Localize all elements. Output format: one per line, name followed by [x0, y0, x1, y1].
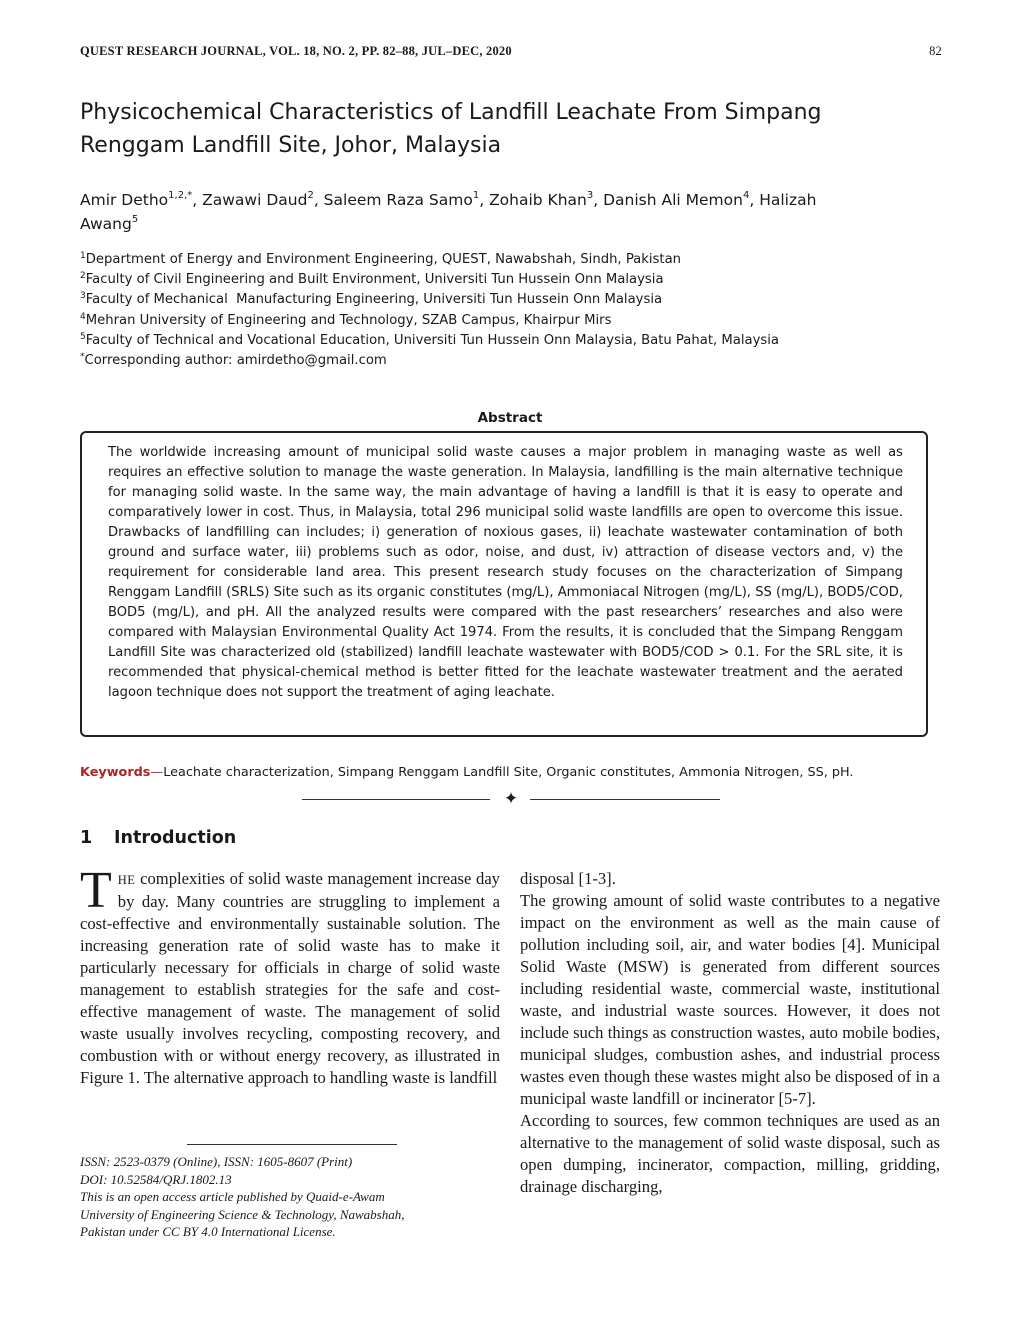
intro-paragraph: According to sources, few common techniques are used as an alternative to the management of solid waste disposal, such as open dumping, incinerator, compaction, milling, gridding, drainage discharging, [520, 1111, 940, 1196]
title-line-1: Physicochemical Characteristics of Landfill Leachate From Simpang [80, 100, 822, 125]
author-affiliation-mark: 3 [586, 190, 594, 201]
footnote-rule [187, 1144, 397, 1145]
intro-smallcaps: HE [117, 873, 136, 887]
author-name: Saleem Raza Samo [323, 191, 473, 209]
author-name: Awang [80, 215, 132, 233]
title-line-2: Renggam Landfill Site, Johor, Malaysia [80, 133, 502, 158]
affiliation-mark: 2 [80, 271, 86, 282]
author-affiliation-mark: 1,2,* [168, 190, 193, 201]
author-affiliation-mark: 5 [131, 214, 139, 225]
affiliation-text: Mehran University of Engineering and Technology, SZAB Campus, Khairpur Mirs [85, 312, 612, 328]
section-number: 1 [80, 828, 93, 848]
author-affiliation-mark: 2 [307, 190, 314, 201]
author-name: Zohaib Khan [489, 191, 587, 209]
affiliation-item [80, 331, 940, 351]
author-name: Danish Ali Memon [603, 191, 743, 209]
divider-star-icon: ✦ [503, 789, 519, 809]
author-list: Amir Detho$^{1,2,*}$, Zawawi Daud$^2$, Saleem Raza Samo$^1$, Zohaib Khan$^3$, Danish Ali Memon$^4$, Halizah Awang$^5$ [80, 190, 817, 233]
affiliation-mark: 4 [80, 311, 86, 322]
abstract-text: The worldwide increasing amount of municipal solid waste causes a major problem in managing waste as well as requires an effective solution to manage the waste generation. In Malaysia, landfilling is the main alternative technique for managing solid waste. In the same way, the main advantage of having a landfill is that it is easy to operate and comparatively lower in cost. Thus, in Malaysia, total 296 municipal solid waste landfills are open to overcome this issue. Drawbacks of landfilling can includes; i) generation of noxious gases, ii) leachate wastewater contamination of both ground and surface water, iii) problems such as odor, noise, and dust, iv) attraction of disease vectors and, v) the requirement for considerable land area. This present research study focuses on the characterization of Simpang Renggam Landfill (SRLS) Site such as its organic constitutes (mg/L), Ammoniacal Nitrogen (mg/L), SS (mg/L), BOD5/COD, BOD5 (mg/L), and pH. All the analyzed results were compared with the past researchers’ researches and also were compared with Malaysian Environmental Quality Act 1974. From the results, it is concluded that the Simpang Renggam Landfill Site was characterized old (stabilized) landfill leachate wastewater with BOD5/COD > 0.1. For the SRL site, it is recommended that physical-chemical method is better fitted for the leachate wastewater treatment and the aerated lagoon technique does not support the treatment of aging leachate. [108, 445, 903, 700]
keywords-label: Keywords [80, 765, 151, 780]
footnote-license: University of Engineering Science & Technology, Nawabshah, [80, 1206, 405, 1222]
affiliation-item [80, 270, 940, 290]
drop-cap: T [80, 862, 112, 919]
running-header [80, 44, 942, 64]
footnote-doi: DOI: 10.52584/QRJ.1802.13 [80, 1171, 232, 1187]
page-number: 82 [929, 44, 942, 58]
affiliation-text: Faculty of Technical and Vocational Education, Universiti Tun Hussein Onn Malaysia, Batu Pahat, Malaysia [85, 332, 779, 348]
author-name: Zawawi Daud [202, 191, 308, 209]
intro-paragraph: The growing amount of solid waste contributes to a negative impact on the environment as well as the main cause of pollution including soil, air, and water bodies [4]. Municipal Solid Waste (MSW) is generated from different sources including residential waste, commercial waste, institutional waste, and industrial waste sources. However, it does not include such things as construction wastes, auto mobile bodies, municipal sludges, combustion ashes, and industrial process wastes even though these wastes might also be disposed of in a municipal waste landfill or incinerator [5-7]. [520, 891, 940, 1108]
intro-text-left: complexities of solid waste management increase day by day. Many countries are struggling to implement a cost-effective and environmentally sustainable solution. The increasing generation rate of solid waste has to make it particularly necessary for officials in charge of solid waste management to establish strategies for the safe and cost-effective management of waste. The management of solid waste usually involves recycling, composting recovery, and combustion with or without energy recovery, as illustrated in Figure 1. The alternative approach to handling waste is landfill [80, 869, 500, 1087]
affiliation-text: Faculty of Civil Engineering and Built Environment, Universiti Tun Hussein Onn Malaysia [85, 272, 664, 288]
affiliation-mark: 5 [80, 331, 86, 342]
affiliation-mark: * [80, 352, 85, 363]
author-affiliation-mark: 4 [742, 190, 750, 201]
affiliation-mark: 1 [80, 251, 86, 261]
body-column-left [80, 862, 500, 1089]
author-name: Amir Detho [80, 191, 169, 209]
affiliation-item [80, 311, 940, 331]
intro-paragraph [80, 862, 500, 1089]
affiliation-list [80, 250, 940, 371]
abstract-box [80, 431, 928, 737]
corresponding-author [80, 351, 940, 371]
footnote-issn: ISSN: 2523-0379 (Online), ISSN: 1605-8607 (Print) [80, 1154, 353, 1169]
footnote-license: This is an open access article published by Quaid-e-Awam [80, 1189, 385, 1204]
divider-line-left [302, 799, 490, 800]
abstract-heading: Abstract [477, 410, 543, 426]
section-heading [80, 828, 500, 848]
divider-line-right [530, 799, 720, 800]
author-affiliation-mark: 1 [472, 190, 480, 201]
keywords [80, 763, 940, 783]
author-name: Halizah [759, 191, 817, 209]
paper-title [80, 96, 920, 162]
corresponding-author-text: Corresponding author: amirdetho@gmail.com [84, 353, 387, 369]
affiliation-text: Department of Energy and Environment Engineering, QUEST, Nawabshah, Sindh, Pakistan [85, 252, 682, 267]
affiliation-item [80, 290, 940, 310]
footnotes [80, 1153, 500, 1241]
section-title: Introduction [114, 828, 237, 848]
body-column-right [520, 868, 940, 1198]
intro-continuation: disposal [1-3]. [520, 869, 616, 888]
keywords-dash: — [150, 765, 164, 780]
affiliation-text: Faculty of Mechanical Manufacturing Engineering, Universiti Tun Hussein Onn Malaysia [85, 292, 663, 308]
affiliation-mark: 3 [80, 291, 86, 302]
journal-citation: QUEST RESEARCH JOURNAL, VOL. 18, NO. 2, PP. 82–88, JUL–DEC, 2020 [80, 44, 512, 58]
keywords-text: Leachate characterization, Simpang Renggam Landfill Site, Organic constitutes, Ammonia Nitrogen, SS, pH. [163, 765, 854, 780]
affiliation-item [80, 250, 940, 270]
footnote-license: Pakistan under CC BY 4.0 International License. [80, 1224, 336, 1239]
